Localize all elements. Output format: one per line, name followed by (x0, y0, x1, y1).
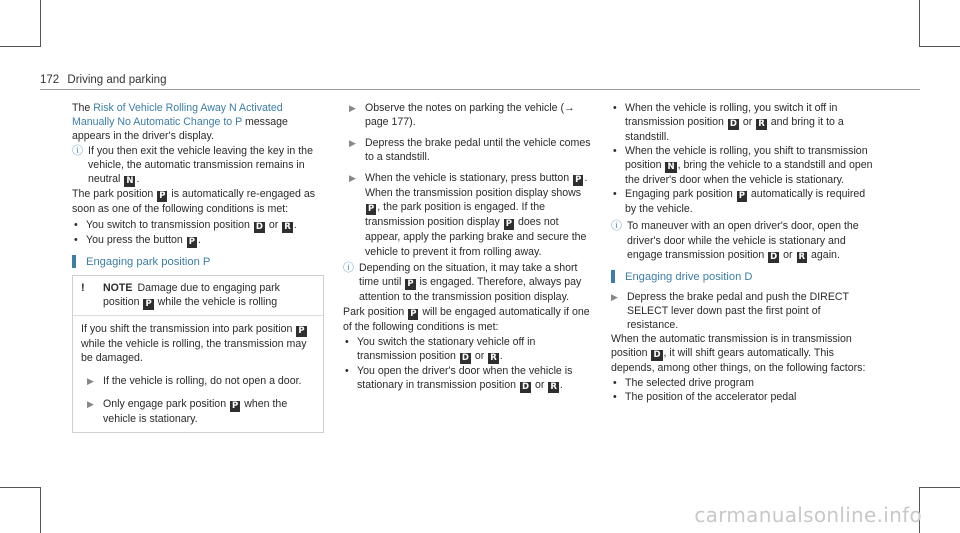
step-item: ▶ When the vehicle is stationary, press button P . When the transmission position display shows P , the park position is engaged. If the transmission position display P does not appear, apply the parking brake and secure the vehicle to prevent it from rolling away. (349, 172, 588, 258)
key-symbol: D (255, 221, 263, 232)
crop-mark (919, 0, 920, 46)
key-symbol: D (521, 382, 529, 393)
conditions-paragraph: The park position P is automatically re-engaged as soon as one of the following conditions is met: (72, 188, 316, 216)
crop-mark (0, 487, 41, 488)
note-title: NOTE (103, 281, 133, 294)
key-symbol: R (550, 382, 557, 393)
list-item: • The position of the accelerator pedal (613, 391, 797, 404)
column-3 (611, 101, 873, 404)
key-symbol: R (490, 353, 497, 364)
key-symbol: P (410, 308, 417, 319)
page-header (40, 74, 166, 86)
list-item: • The selected drive program (613, 377, 754, 390)
crop-mark (919, 487, 960, 488)
note-header: ! NOTE Damage due to engaging park position P while the vehicle is rolling (73, 276, 323, 316)
key-symbol: N (126, 176, 134, 187)
gear-paragraph: When the automatic transmission is in transmission position D , it will shift gears automatically. This depends, among other things, on the following factors: (611, 333, 866, 375)
crop-mark (40, 487, 41, 533)
key-symbol: P (298, 325, 305, 336)
note-body: If you shift the transmission into park position P while the vehicle is rolling, the transmission may be damaged. ▶ If the vehicle is rolling, do not open a door. ▶ Only engage park position P when the vehicle is stationary. (73, 316, 323, 432)
warning-icon: ! (81, 281, 85, 294)
list-item: • When the vehicle is rolling, you switch it off in transmission position D or R and bring it to a standstill. (613, 102, 844, 144)
conditions-paragraph: Park position P will be engaged automatically if one of the following conditions is met: (343, 305, 590, 333)
key-symbol: P (188, 236, 195, 247)
step-arrow-icon: ▶ (87, 399, 94, 410)
list-item: • Engaging park position P automatically is required by the vehicle. (613, 188, 866, 216)
header-rule (40, 89, 920, 90)
list-item: • You open the driver's door when the vehicle is stationary in transmission position D or R . (345, 365, 573, 393)
step-arrow-icon: ▶ (611, 291, 618, 302)
column-2 (343, 101, 595, 393)
intro-paragraph: The Risk of Vehicle Rolling Away N Activated Manually No Automatic Change to P message appears in the driver's display. (72, 102, 288, 143)
key-symbol: P (407, 278, 414, 289)
watermark: carmanualsonline.info (694, 503, 922, 527)
key-symbol: D (770, 251, 778, 262)
key-symbol: P (232, 401, 239, 412)
key-symbol: P (159, 191, 166, 202)
heading-bar (72, 255, 76, 268)
key-symbol: R (758, 119, 765, 130)
list-item: • You press the button P . (74, 233, 201, 247)
key-symbol: R (284, 221, 291, 232)
key-symbol: N (667, 162, 675, 173)
list-item: • When the vehicle is rolling, you shift to transmission position N , bring the vehicle to a standstill and open the driver's door when the vehicle is stationary. (613, 145, 873, 187)
crop-mark (0, 46, 41, 47)
crop-mark (40, 0, 41, 46)
step-arrow-icon: ▶ (349, 103, 356, 113)
list-item: • You switch the stationary vehicle off in transmission position D or R . (345, 335, 536, 364)
heading-bar (611, 270, 615, 283)
key-symbol: D (461, 353, 469, 364)
step-item: ▶ If the vehicle is rolling, do not open a door. (87, 374, 302, 387)
key-symbol: R (798, 251, 806, 262)
info-note: ⓘ Depending on the situation, it may take a short time until P is engaged. Therefore, always pay attention to the transmission position display. (343, 261, 582, 303)
info-icon: ⓘ (343, 261, 354, 274)
key-symbol: D (653, 350, 661, 361)
step-arrow-icon: ▶ (349, 138, 356, 149)
note-box (72, 275, 324, 433)
step-arrow-icon: ▶ (349, 173, 356, 184)
step-arrow-icon: ▶ (87, 375, 94, 386)
message-link[interactable]: Risk of Vehicle Rolling Away N Activated Manually No Automatic Change to P (72, 102, 283, 129)
section-heading: Engaging park position P (72, 255, 324, 269)
info-note: ⓘ If you then exit the vehicle leaving the key in the vehicle, the automatic transmission remains in neutral N . (72, 145, 313, 187)
key-symbol: P (145, 298, 152, 309)
step-item: ▶ Only engage park position P when the vehicle is stationary. (87, 398, 288, 426)
info-note: ⓘ To maneuver with an open driver's door, open the driver's door while the vehicle is stationary and engage transmission position D or R again. (611, 220, 859, 262)
key-symbol: D (729, 119, 737, 130)
page-number: 172 (40, 74, 60, 86)
section-heading: Engaging drive position D (611, 270, 873, 284)
section-title: Driving and parking (67, 74, 167, 86)
info-icon: ⓘ (72, 145, 83, 158)
step-item: ▶ Depress the brake pedal and push the DIRECT SELECT lever down past the first point of resistance. (611, 290, 849, 331)
column-1 (72, 101, 324, 433)
key-symbol: P (368, 204, 375, 215)
key-symbol: P (505, 219, 513, 230)
step-item: ▶ Depress the brake pedal until the vehicle comes to a standstill. (349, 137, 591, 164)
info-icon: ⓘ (611, 220, 622, 233)
key-symbol: P (575, 175, 582, 186)
key-symbol: P (738, 191, 745, 202)
list-item: • You switch to transmission position D or R . (74, 218, 297, 232)
crop-mark (919, 46, 960, 47)
step-item: ▶ Observe the notes on parking the vehicle (→ page 177). (349, 102, 575, 129)
